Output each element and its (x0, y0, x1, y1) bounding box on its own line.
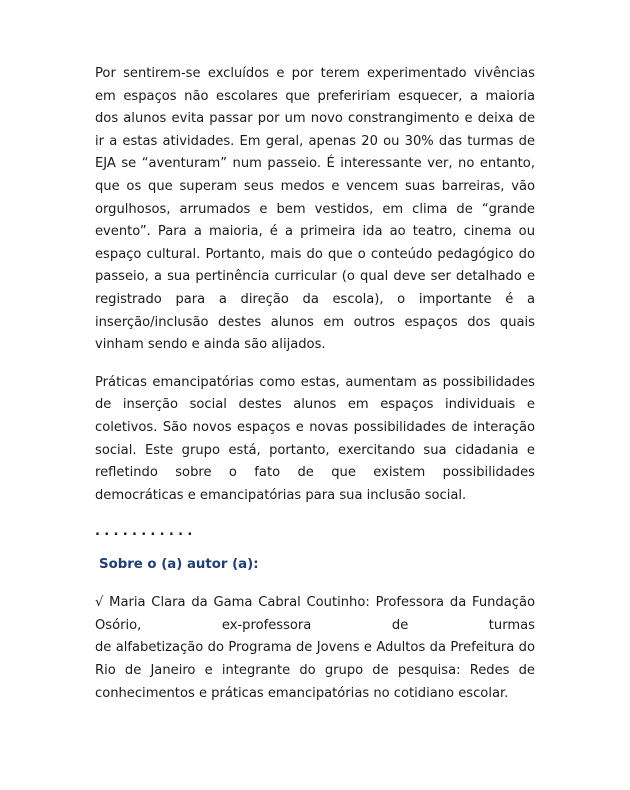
author-bio-line-2: Osório, ex-professora de turmas (95, 617, 535, 633)
author-bio (95, 592, 535, 705)
author-bio-line-5: conhecimentos e práticas emancipatórias no cotidiano escolar. (95, 685, 509, 701)
author-bio-line-4: Rio de Janeiro e integrante do grupo de pesquisa: Redes de (95, 663, 535, 679)
author-bio-line-1: √ Maria Clara da Gama Cabral Coutinho: Professora da Fundação (95, 595, 535, 611)
author-heading: Sobre o (a) autor (a): (99, 557, 259, 573)
body-paragraph-2: Práticas emancipatórias como estas, aumentam as possibilidades de inserção social destes alunos em espaços individuais e coletivos. São novos espaços e novas possibilidades de interação social. Este grupo está, portanto, exercitando sua cidadania e refletindo sobre o fato de que existem possibilidades democráticas e emancipatórias para sua inclusão social. (95, 374, 535, 503)
author-bio-line-3: de alfabetização do Programa de Jovens e Adultos da Prefeitura do (95, 640, 535, 656)
document-page (95, 63, 535, 705)
body-paragraph-1: Por sentirem-se excluídos e por terem experimentado vivências em espaços não escolares que prefeririam esquecer, a maioria dos alunos evita passar por um novo constrangimento e deixa de ir a estas atividades. Em geral, apenas 20 ou 30% das turmas de EJA se “aventuram” num passeio. É interessante ver, no entanto, que os que superam seus medos e vencem suas barreiras, vão orgulhosos, arrumados e bem vestidos, em clima de “grande evento”. Para a maioria, é a primeira ida ao teatro, cinema ou espaço cultural. Portanto, mais do que o conteúdo pedagógico do passeio, a sua pertinência curricular (o qual deve ser detalhado e registrado para a direção da escola), o importante é a inserção/inclusão destes alunos em outros espaços dos quais vinham sendo e ainda são alijados. (95, 66, 535, 353)
section-separator: ........... (95, 524, 197, 540)
